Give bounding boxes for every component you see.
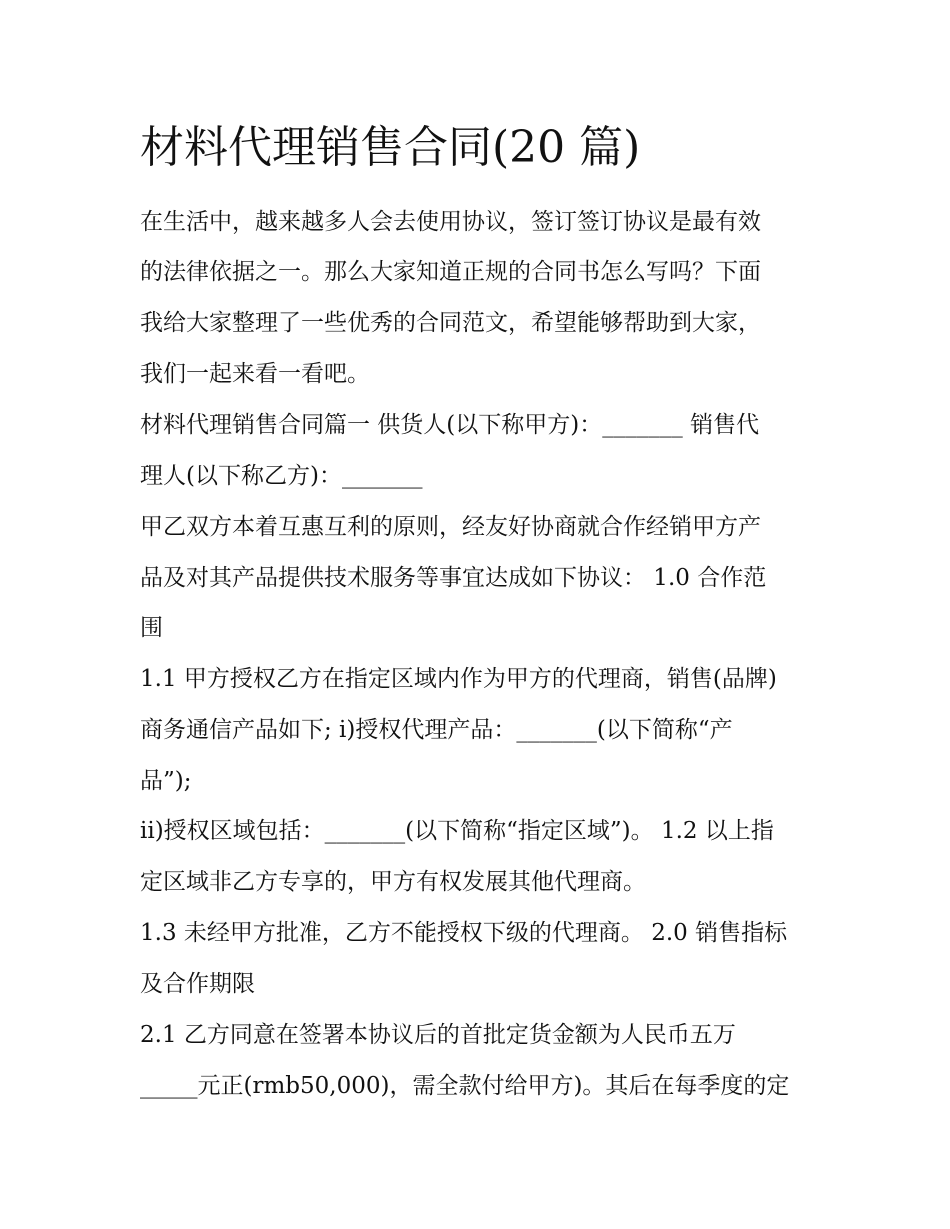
body-line: 品及对其产品提供技术服务等事宜达成如下协议： 1.0 合作范 <box>140 565 767 591</box>
body-line: 1.1 甲方授权乙方在指定区域内作为甲方的代理商，销售(品牌) <box>140 666 777 692</box>
body-line: 1.3 未经甲方批准，乙方不能授权下级的代理商。 2.0 销售指标 <box>140 920 788 946</box>
body-line: ii)授权区域包括：_______(以下简称“指定区域”)。 1.2 以上指 <box>140 818 774 844</box>
body-line: 材料代理销售合同篇一 供货人(以下称甲方)：_______ 销售代 <box>140 412 760 438</box>
body-line: 我们一起来看一看吧。 <box>140 361 370 387</box>
body-line: 在生活中，越来越多人会去使用协议，签订签订协议是最有效 <box>140 209 761 235</box>
document-title: 材料代理销售合同(20 篇) <box>140 122 641 173</box>
body-line: 我给大家整理了一些优秀的合同范文，希望能够帮助到大家， <box>140 310 761 336</box>
body-line: 的法律依据之一。那么大家知道正规的合同书怎么写吗？下面 <box>140 259 761 285</box>
body-line: _____元正(rmb50,000)，需全款付给甲方)。其后在每季度的定 <box>140 1073 790 1099</box>
body-line: 理人(以下称乙方)：_______ <box>140 463 423 489</box>
body-line: 商务通信产品如下; i)授权代理产品：_______(以下简称“产 <box>140 717 733 743</box>
body-line: 定区域非乙方专享的，甲方有权发展其他代理商。 <box>140 869 646 895</box>
body-line: 2.1 乙方同意在签署本协议后的首批定货金额为人民币五万 <box>140 1022 736 1048</box>
body-line: 围 <box>140 615 163 641</box>
body-line: 品”); <box>140 768 192 794</box>
body-line: 及合作期限 <box>140 971 255 997</box>
body-line: 甲乙双方本着互惠互利的原则，经友好协商就合作经销甲方产 <box>140 514 761 540</box>
